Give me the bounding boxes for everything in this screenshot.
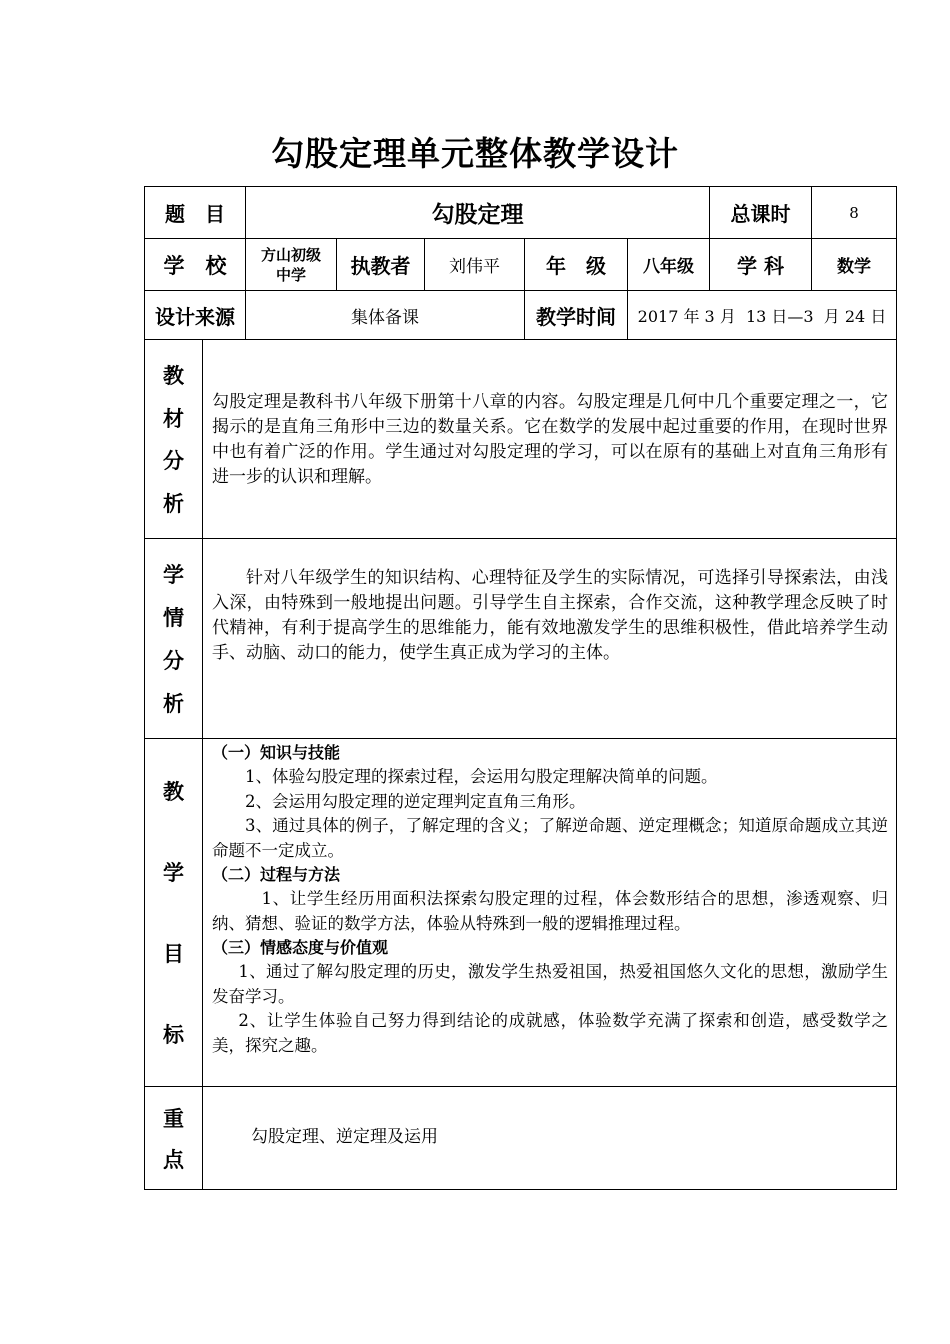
- school-label: 学 校: [163, 253, 227, 278]
- total-hours-value: 8: [849, 203, 859, 222]
- material-label-char-4: 析: [163, 491, 184, 516]
- student-analysis-paragraph: 针对八年级学生的知识结构、心理特征及学生的实际情况，可选择引导探索法，由浅入深，由特殊到一般地提出问题。引导学生自主探索，合作交流，这种教学理念反映了时代精神，有利于提高学生的思维能力，能有效地激发学生的思维积极性，借此培养学生动手、动脑、动口的能力，使学生真正成为学习的主体。: [212, 568, 888, 663]
- objectives-heading-knowledge: （一）知识与技能: [212, 743, 341, 762]
- topic-value: 勾股定理: [431, 202, 524, 228]
- subject-label-cell: [709, 238, 812, 291]
- objective-e1: 1、通过了解勾股定理的历史，激发学生热爱祖国，热爱祖国悠久文化的思想，激励学生发奋学习。: [212, 962, 888, 1006]
- material-analysis-text: [212, 390, 888, 490]
- objectives-text: [212, 741, 888, 1058]
- subject-label: 学 科: [737, 254, 784, 278]
- grade-value: 八年级: [643, 257, 694, 277]
- total-hours-value-cell: [811, 186, 897, 239]
- subject-value-cell: [811, 238, 897, 291]
- material-label-char-1: 教: [163, 364, 184, 389]
- school-value-line2: 中学: [275, 265, 306, 284]
- student-analysis-text: [212, 566, 888, 666]
- school-label-cell: [144, 238, 246, 291]
- source-label: 设计来源: [155, 304, 235, 329]
- objective-e2: 2、让学生体验自己努力得到结论的成就感，体验数学充满了探索和创造，感受数学之美，探究之趣。: [212, 1011, 888, 1055]
- time-value: 2017 年 3 月 13 日—3 月 24 日: [637, 306, 887, 326]
- key-points-label-char-2: 点: [163, 1147, 184, 1172]
- teacher-value: 刘伟平: [449, 257, 500, 277]
- teacher-value-cell: [424, 238, 525, 291]
- material-label-char-2: 材: [163, 406, 184, 431]
- total-hours-label: 总课时: [730, 202, 791, 226]
- key-points-text: 勾股定理、逆定理及运用: [251, 1126, 438, 1147]
- material-analysis-label: [144, 339, 203, 539]
- key-points-label: [144, 1086, 203, 1190]
- student-label-char-3: 分: [163, 648, 184, 673]
- topic-label-cell: [144, 186, 246, 239]
- source-value: 集体备课: [351, 307, 419, 328]
- key-points-label-char-1: 重: [163, 1106, 184, 1131]
- school-value-cell: [245, 238, 337, 291]
- time-value-cell: [627, 290, 897, 340]
- grade-label: 年 级: [546, 254, 606, 278]
- objectives-heading-emotion: （三）情感态度与价值观: [212, 938, 389, 957]
- source-label-cell: [144, 290, 246, 340]
- objective-k1: 1、体验勾股定理的探索过程，会运用勾股定理解决简单的问题。: [245, 767, 718, 786]
- school-value-line1: 方山初级: [260, 245, 321, 264]
- key-points-cell: [202, 1086, 897, 1190]
- objective-k2: 2、会运用勾股定理的逆定理判定直角三角形。: [245, 791, 586, 811]
- objectives-label-char-2: 学: [163, 861, 184, 886]
- subject-value: 数学: [837, 257, 871, 277]
- topic-value-cell: [245, 186, 710, 239]
- teacher-label-cell: [336, 238, 425, 291]
- student-label-char-2: 情: [163, 606, 184, 631]
- document-title: 勾股定理单元整体教学设计: [271, 134, 679, 173]
- teacher-label: 执教者: [350, 254, 411, 278]
- objectives-label-char-3: 目: [163, 941, 184, 966]
- objectives-label-char-4: 标: [163, 1022, 184, 1047]
- source-value-cell: [245, 290, 525, 340]
- objectives-heading-process: （二）过程与方法: [212, 865, 341, 884]
- time-label: 教学时间: [536, 304, 616, 329]
- grade-label-cell: [524, 238, 628, 291]
- objectives-label: [144, 738, 203, 1087]
- student-analysis-label: [144, 538, 203, 739]
- objective-p1: 1、让学生经历用面积法探索勾股定理的过程，体会数形结合的思想，渗透观察、归纳、猜想、验证的数学方法，体验从特殊到一般的逻辑推理过程。: [212, 889, 888, 933]
- total-hours-label-cell: [709, 186, 812, 239]
- material-label-char-3: 分: [163, 449, 184, 474]
- time-label-cell: [524, 290, 628, 340]
- material-analysis-paragraph: 勾股定理是教科书八年级下册第十八章的内容。勾股定理是几何中几个重要定理之一，它揭示的是直角三角形中三边的数量关系。它在数学的发展中起过重要的作用，在现时世界中也有着广泛的作用。学生通过对勾股定理的学习，可以在原有的基础上对直角三角形有进一步的认识和理解。: [212, 392, 888, 487]
- objectives-label-char-1: 教: [163, 780, 184, 805]
- student-label-char-1: 学: [163, 563, 184, 588]
- student-label-char-4: 析: [163, 691, 184, 716]
- grade-value-cell: [627, 238, 710, 291]
- topic-label: 题 目: [165, 202, 225, 226]
- objective-k3: 3、通过具体的例子，了解定理的含义；了解逆命题、逆定理概念；知道原命题成立其逆命题不一定成立。: [212, 816, 888, 860]
